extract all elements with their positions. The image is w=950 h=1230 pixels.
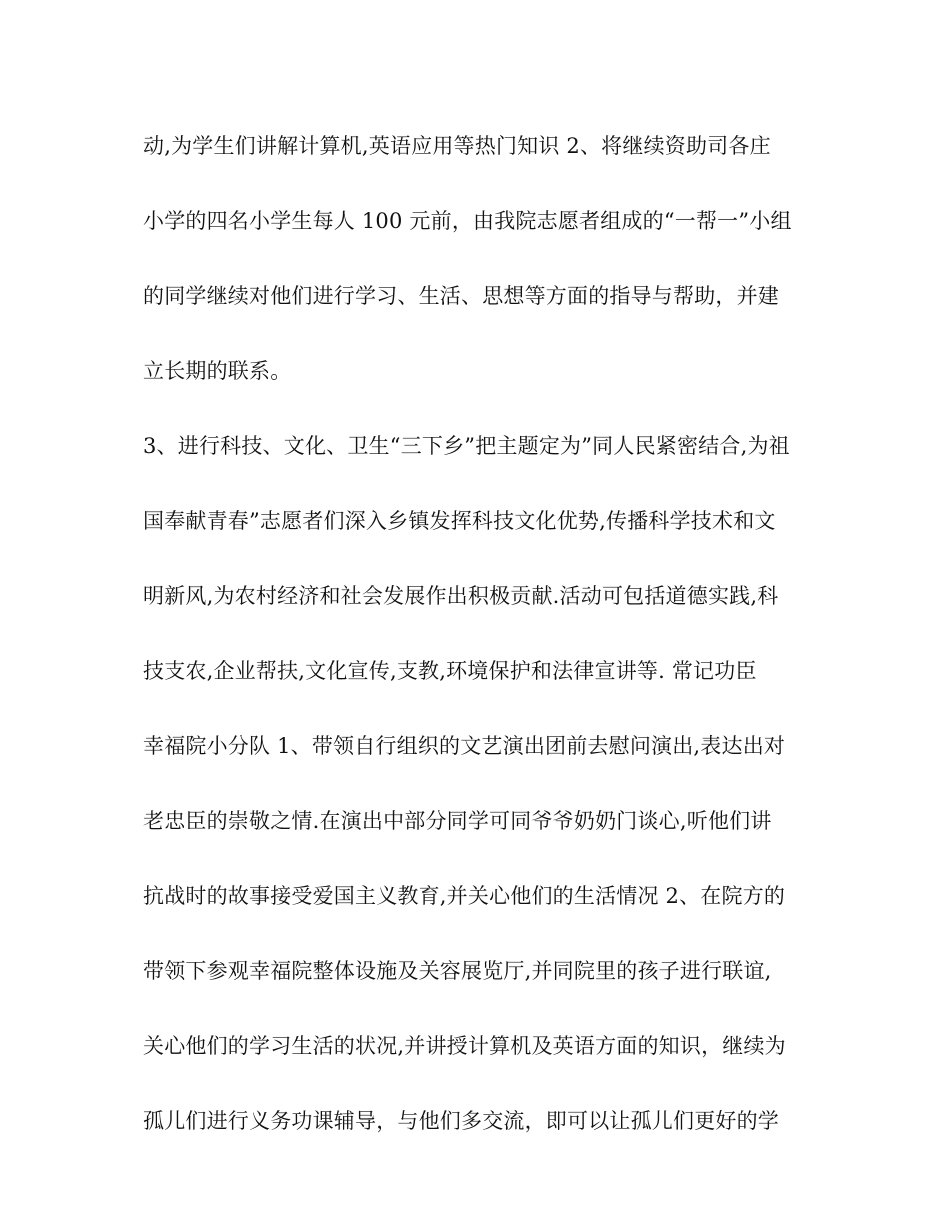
text-line-4: 立长期的联系。: [143, 359, 292, 383]
text-line-2: 小学的四名小学生每人 100 元前，由我院志愿者组成的“一帮一”小组: [143, 209, 792, 233]
text-line-11: 抗战时的故事接受爱国主义教育,并关心他们的生活情况 2、在院方的: [143, 884, 786, 908]
text-line-3: 的同学继续对他们进行学习、生活、思想等方面的指导与帮助，并建: [143, 284, 779, 308]
text-line-10: 老忠臣的崇敬之情.在演出中部分同学可同爷爷奶奶门谈心,听他们讲: [143, 809, 772, 833]
text-line-9: 幸福院小分队 1、带领自行组织的文艺演出团前去慰问演出,表达出对: [143, 734, 786, 758]
text-line-13: 关心他们的学习生活的状况,并讲授计算机及英语方面的知识，继续为: [143, 1034, 786, 1058]
text-line-1: 动,为学生们讲解计算机,英语应用等热门知识 2、将继续资助司各庄: [143, 134, 771, 158]
text-line-7: 明新风,为农村经济和社会发展作出积极贡献.活动可包括道德实践,科: [143, 584, 779, 608]
text-line-8: 技支农,企业帮扶,文化宣传,支教,环境保护和法律宣讲等. 常记功臣: [143, 659, 757, 683]
text-line-6: 国奉献青春”志愿者们深入乡镇发挥科技文化优势,传播科学技术和文: [143, 509, 776, 533]
text-line-5: 3、进行科技、文化、卫生“三下乡”把主题定为”同人民紧密结合,为祖: [143, 434, 790, 458]
text-line-12: 带领下参观幸福院整体设施及关容展览厅,并同院里的孩子进行联谊,: [143, 959, 772, 983]
text-line-14: 孤儿们进行义务功课辅导，与他们多交流，即可以让孤儿们更好的学: [143, 1109, 779, 1133]
